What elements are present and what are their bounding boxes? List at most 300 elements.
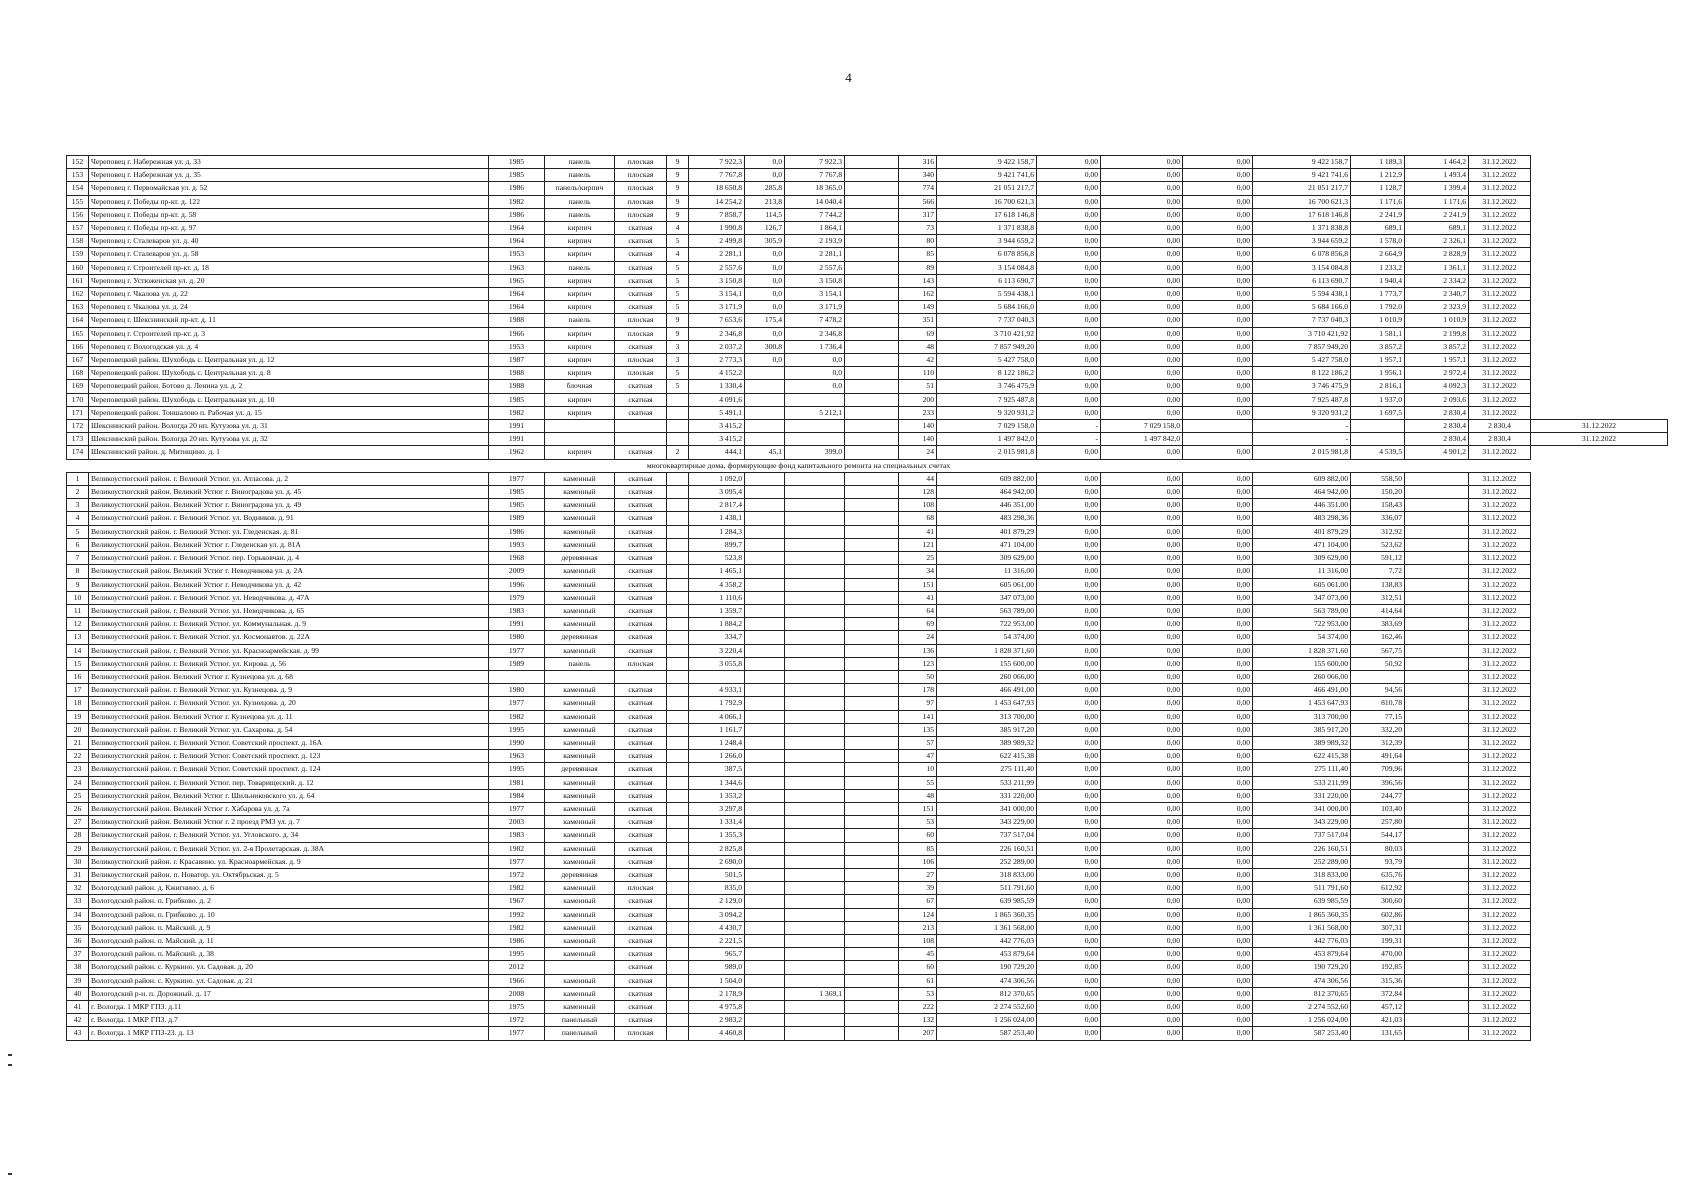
table-cell: 1989 — [489, 512, 545, 525]
table-cell: 387,5 — [689, 763, 745, 776]
table-cell: 1 940,4 — [1351, 274, 1405, 287]
table-cell: Череповец г. Устюженская ул. д. 20 — [89, 274, 489, 287]
table-cell — [845, 512, 899, 525]
table-cell: скатная — [615, 486, 667, 499]
table-cell: 24 — [899, 446, 937, 459]
table-cell — [1405, 987, 1469, 1000]
table-cell: 31.12.2022 — [1469, 248, 1531, 261]
table-cell — [667, 433, 689, 446]
table-cell: 7 767,8 — [689, 169, 745, 182]
table-cell — [745, 934, 785, 947]
table-cell: 5 427 758,0 — [937, 354, 1037, 367]
table-cell — [845, 763, 899, 776]
table-cell: 1996 — [489, 578, 545, 591]
table-cell: 1992 — [489, 908, 545, 921]
table-cell: 396,56 — [1351, 776, 1405, 789]
table-cell: 31 — [67, 868, 89, 881]
table-cell: кирпич — [545, 367, 615, 380]
table-cell: 31.12.2022 — [1469, 802, 1531, 815]
table-cell: 121 — [899, 538, 937, 551]
table-cell: 1 248,4 — [689, 736, 745, 749]
table-cell — [845, 776, 899, 789]
table-cell: 31.12.2022 — [1469, 222, 1531, 235]
table-row — [67, 789, 1668, 802]
table-cell: 48 — [899, 340, 937, 353]
table-cell: 457,12 — [1351, 1001, 1405, 1014]
table-cell: 444,1 — [689, 446, 745, 459]
table-cell: 340 — [899, 169, 937, 182]
table-cell: 199,31 — [1351, 934, 1405, 947]
table-cell: 1988 — [489, 314, 545, 327]
table-cell: 15 — [67, 657, 89, 670]
table-cell: каменный — [545, 618, 615, 631]
table-cell: 3 746 475,9 — [1253, 380, 1351, 393]
table-cell: 2 326,1 — [1405, 235, 1469, 248]
table-cell: каменный — [545, 684, 615, 697]
table-cell: 0,00 — [1101, 604, 1183, 617]
table-cell: 722 953,00 — [937, 618, 1037, 631]
table-cell — [845, 314, 899, 327]
table-cell: 9 — [667, 182, 689, 195]
table-cell: 31.12.2022 — [1469, 354, 1531, 367]
table-cell — [745, 710, 785, 723]
table-cell: 2 830,4 — [1405, 433, 1469, 446]
table-cell — [845, 829, 899, 842]
table-cell: 31.12.2022 — [1469, 301, 1531, 314]
table-cell: 31.12.2022 — [1469, 763, 1531, 776]
table-cell: 0,00 — [1037, 829, 1101, 842]
table-cell: 0,00 — [1037, 868, 1101, 881]
table-cell: 190 729,20 — [1253, 961, 1351, 974]
table-cell: 0,00 — [1183, 882, 1253, 895]
table-cell: 57 — [899, 736, 937, 749]
table-cell — [545, 420, 615, 433]
table-cell: 0,00 — [1101, 618, 1183, 631]
table-row — [67, 618, 1668, 631]
table-cell: 2 830,4 — [1405, 406, 1469, 419]
table-cell: 2 281,1 — [785, 248, 845, 261]
table-cell: 9 421 741,6 — [1253, 169, 1351, 182]
table-cell: 26 — [67, 802, 89, 815]
table-cell — [785, 921, 845, 934]
table-cell: 0,00 — [1183, 578, 1253, 591]
table-cell: 89 — [899, 261, 937, 274]
table-cell — [845, 552, 899, 565]
table-cell: 33 — [67, 895, 89, 908]
table-cell: скатная — [615, 538, 667, 551]
table-cell: 4 539,5 — [1351, 446, 1405, 459]
table-cell: скатная — [615, 380, 667, 393]
table-cell: 0,00 — [1037, 763, 1101, 776]
table-cell: 0,00 — [1183, 948, 1253, 961]
table-cell: 511 791,60 — [1253, 882, 1351, 895]
table-row — [67, 565, 1668, 578]
table-cell: 41 — [899, 525, 937, 538]
table-row — [67, 802, 1668, 815]
table-cell: 0,00 — [1037, 816, 1101, 829]
table-cell — [785, 512, 845, 525]
table-cell — [667, 420, 689, 433]
table-cell: 0,00 — [1037, 578, 1101, 591]
table-cell: 1 361,1 — [1405, 261, 1469, 274]
table-cell — [1351, 433, 1405, 446]
table-cell: 1 353,2 — [689, 789, 745, 802]
table-cell — [785, 736, 845, 749]
table-cell: 31.12.2022 — [1469, 657, 1531, 670]
table-cell — [1405, 750, 1469, 763]
table-cell: 0,00 — [1101, 354, 1183, 367]
table-cell: 17 618 146,8 — [1253, 208, 1351, 221]
table-cell: 24 — [899, 631, 937, 644]
table-cell — [845, 486, 899, 499]
table-cell: 899,7 — [689, 538, 745, 551]
table-row — [67, 604, 1668, 617]
table-cell: Череповец г. Строителей пр-кт. д. 18 — [89, 261, 489, 274]
table-cell: 50,92 — [1351, 657, 1405, 670]
table-cell: 18 365,0 — [785, 182, 845, 195]
table-cell — [745, 565, 785, 578]
table-cell: 3 857,2 — [1405, 340, 1469, 353]
table-cell — [745, 789, 785, 802]
table-cell: 0,00 — [1101, 380, 1183, 393]
table-cell: скатная — [615, 631, 667, 644]
margin-mark — [8, 1173, 12, 1175]
table-cell: 126,7 — [745, 222, 785, 235]
table-cell: Череповецкий район. Шухободь с. Центральная ул. д. 8 — [89, 367, 489, 380]
table-cell: 0,00 — [1101, 934, 1183, 947]
table-cell: 50 — [899, 670, 937, 683]
table-cell: 0,00 — [1101, 697, 1183, 710]
table-cell: 2 015 981,8 — [1253, 446, 1351, 459]
table-cell: Великоустюгский район. г. Красавино. ул. Красноармейская. д. 9 — [89, 855, 489, 868]
table-cell: 18 650,8 — [689, 182, 745, 195]
table-cell: 0,00 — [1183, 697, 1253, 710]
table-cell: 14 040,4 — [785, 195, 845, 208]
table-cell — [845, 525, 899, 538]
table-cell: 16 700 621,3 — [937, 195, 1037, 208]
table-cell — [615, 420, 667, 433]
table-cell — [845, 657, 899, 670]
table-cell: 0,00 — [1037, 208, 1101, 221]
table-cell: 313 700,00 — [937, 710, 1037, 723]
table-cell — [785, 723, 845, 736]
table-cell — [745, 868, 785, 881]
table-cell: 1977 — [489, 472, 545, 485]
table-cell: 0,00 — [1101, 961, 1183, 974]
table-row — [67, 393, 1668, 406]
table-cell — [667, 670, 689, 683]
table-cell: 31.12.2022 — [1469, 895, 1531, 908]
table-cell: 312,39 — [1351, 736, 1405, 749]
table-cell: Череповецкий район. Шухободь с. Центральная ул. д. 10 — [89, 393, 489, 406]
table-cell: 2 825,8 — [689, 842, 745, 855]
table-cell: 0,0 — [785, 380, 845, 393]
table-cell: 42 — [899, 354, 937, 367]
table-cell: скатная — [615, 948, 667, 961]
table-cell: 110 — [899, 367, 937, 380]
table-cell: Великоустюгский район. Великий Устюг г. Хабарова ул. д. 7а — [89, 802, 489, 815]
table-cell: Великоустюгский район. г. Великий Устюг. ул. Кузнецова. д. 20 — [89, 697, 489, 710]
table-cell: кирпич — [545, 446, 615, 459]
table-cell: 260 066,00 — [937, 670, 1037, 683]
table-cell — [785, 472, 845, 485]
table-cell: 275 111,40 — [937, 763, 1037, 776]
table-cell: 31.12.2022 — [1469, 644, 1531, 657]
table-cell: 622 415,38 — [937, 750, 1037, 763]
table-cell — [745, 816, 785, 829]
table-cell: 7 857 949,20 — [1253, 340, 1351, 353]
table-cell: 31.12.2022 — [1469, 736, 1531, 749]
table-cell: 389 989,32 — [937, 736, 1037, 749]
table-cell: каменный — [545, 710, 615, 723]
table-cell — [667, 604, 689, 617]
table-cell: 108 — [899, 499, 937, 512]
table-cell: 0,0 — [785, 367, 845, 380]
table-cell: 31.12.2022 — [1469, 723, 1531, 736]
table-cell: 31.12.2022 — [1469, 182, 1531, 195]
table-cell — [785, 538, 845, 551]
table-cell: 80 — [899, 235, 937, 248]
table-cell: 2 241,9 — [1405, 208, 1469, 221]
table-cell: 7 767,8 — [785, 169, 845, 182]
table-cell — [845, 802, 899, 815]
table-cell: 31.12.2022 — [1531, 420, 1668, 433]
table-cell: 1 355,3 — [689, 829, 745, 842]
table-cell: плоская — [615, 208, 667, 221]
table-cell: 0,00 — [1037, 222, 1101, 235]
margin-mark — [8, 1064, 12, 1066]
table-row — [67, 261, 1668, 274]
table-cell: 51 — [899, 380, 937, 393]
table-cell: 31.12.2022 — [1469, 156, 1531, 169]
table-cell: деревянная — [545, 763, 615, 776]
table-cell: 31.12.2022 — [1469, 697, 1531, 710]
table-cell: 307,31 — [1351, 921, 1405, 934]
table-cell: 4 — [67, 512, 89, 525]
table-cell — [667, 1014, 689, 1027]
table-row — [67, 499, 1668, 512]
table-cell: скатная — [615, 288, 667, 301]
table-cell: 54 374,00 — [1253, 631, 1351, 644]
table-cell: кирпич — [545, 301, 615, 314]
table-cell: 0,00 — [1101, 499, 1183, 512]
table-cell — [667, 525, 689, 538]
table-cell: 0,00 — [1037, 235, 1101, 248]
table-cell: 1968 — [489, 552, 545, 565]
table-cell: 1980 — [489, 631, 545, 644]
table-cell — [667, 763, 689, 776]
table-cell: 401 879,29 — [1253, 525, 1351, 538]
table-cell: 1964 — [489, 301, 545, 314]
table-cell: Череповецкий район. Ботово д. Ленина ул. д. 2 — [89, 380, 489, 393]
table-row — [67, 736, 1668, 749]
table-cell — [1405, 776, 1469, 789]
table-cell: кирпич — [545, 288, 615, 301]
table-cell: 1972 — [489, 868, 545, 881]
table-cell: 351 — [899, 314, 937, 327]
table-cell: 34 — [899, 565, 937, 578]
table-row — [67, 538, 1668, 551]
table-cell: 2 274 552,60 — [937, 1001, 1037, 1014]
table-cell: 31.12.2022 — [1469, 274, 1531, 287]
table-cell: 1985 — [489, 499, 545, 512]
table-cell — [845, 1001, 899, 1014]
table-cell: скатная — [615, 736, 667, 749]
table-cell — [845, 248, 899, 261]
table-cell: 136 — [899, 644, 937, 657]
table-cell: 2 199,8 — [1405, 327, 1469, 340]
table-cell: 309 629,00 — [1253, 552, 1351, 565]
table-cell: 3 154,1 — [689, 288, 745, 301]
table-cell: каменный — [545, 604, 615, 617]
table-cell: 331 220,00 — [937, 789, 1037, 802]
table-cell: - — [1037, 433, 1101, 446]
table-cell: 0,00 — [1101, 670, 1183, 683]
table-cell: 0,00 — [1037, 697, 1101, 710]
table-cell: 31.12.2022 — [1469, 855, 1531, 868]
table-cell — [745, 618, 785, 631]
table-cell: 563 789,00 — [937, 604, 1037, 617]
table-cell: 3 095,4 — [689, 486, 745, 499]
table-cell: - — [1037, 420, 1101, 433]
table-cell: 4 — [667, 222, 689, 235]
table-cell — [667, 1001, 689, 1014]
table-cell — [1405, 657, 1469, 670]
table-cell: 1966 — [489, 327, 545, 340]
table-cell: 315,36 — [1351, 974, 1405, 987]
table-cell: Великоустюгский район. Великий Устюг г. Гледенская ул. д. 81А — [89, 538, 489, 551]
table-cell: скатная — [615, 222, 667, 235]
table-cell — [785, 895, 845, 908]
table-cell: 4 460,8 — [689, 1027, 745, 1040]
table-cell — [845, 195, 899, 208]
section-header-row — [67, 459, 1668, 472]
table-cell: каменный — [545, 882, 615, 895]
table-cell: панель — [545, 314, 615, 327]
table-cell: 1 865 360,35 — [937, 908, 1037, 921]
table-cell — [845, 274, 899, 287]
table-cell — [745, 750, 785, 763]
table-cell: 1 092,0 — [689, 472, 745, 485]
table-cell: 0,0 — [745, 156, 785, 169]
table-cell: 1 497 842,0 — [937, 433, 1037, 446]
table-cell: 0,00 — [1183, 657, 1253, 670]
table-cell: 1981 — [489, 776, 545, 789]
table-cell — [1405, 882, 1469, 895]
table-cell: 0,00 — [1183, 314, 1253, 327]
table-cell: 31.12.2022 — [1469, 406, 1531, 419]
table-cell: 0,0 — [745, 301, 785, 314]
table-cell: плоская — [615, 354, 667, 367]
table-cell: 2 274 552,60 — [1253, 1001, 1351, 1014]
table-cell: 1 010,9 — [1405, 314, 1469, 327]
table-cell: 1 865 360,35 — [1253, 908, 1351, 921]
table-cell: Вологодский район. с. Куркино. ул. Садовая. д. 21 — [89, 974, 489, 987]
table-cell: Череповец г. Чкалова ул. д. 22 — [89, 288, 489, 301]
table-cell: 0,00 — [1037, 591, 1101, 604]
table-cell: 108 — [899, 934, 937, 947]
table-cell: 0,00 — [1101, 921, 1183, 934]
table-cell: 0,00 — [1101, 327, 1183, 340]
table-cell: 1 189,3 — [1351, 156, 1405, 169]
table-cell — [785, 486, 845, 499]
table-cell: 1 — [67, 472, 89, 485]
table-cell — [1405, 842, 1469, 855]
table-cell — [785, 934, 845, 947]
table-cell: 312,92 — [1351, 525, 1405, 538]
table-cell: 0,00 — [1101, 855, 1183, 868]
table-cell: Великоустюгский район. Великий Устюг г. Виноградова ул. д. 45 — [89, 486, 489, 499]
table-cell — [667, 631, 689, 644]
table-cell: 1982 — [489, 882, 545, 895]
table-cell — [845, 499, 899, 512]
table-cell: 7 925 487,8 — [1253, 393, 1351, 406]
table-cell: 128 — [899, 486, 937, 499]
table-cell: 7 922,3 — [785, 156, 845, 169]
table-cell — [845, 895, 899, 908]
table-cell: 0,00 — [1101, 538, 1183, 551]
table-cell: 7 653,6 — [689, 314, 745, 327]
table-cell: 446 351,00 — [937, 499, 1037, 512]
table-cell: Череповец г. Победы пр-кт. д. 122 — [89, 195, 489, 208]
table-cell: 1964 — [489, 288, 545, 301]
table-cell — [745, 631, 785, 644]
table-cell — [667, 789, 689, 802]
table-cell: 31.12.2022 — [1469, 908, 1531, 921]
table-cell — [745, 420, 785, 433]
table-cell: 5 — [667, 261, 689, 274]
table-cell: скатная — [615, 816, 667, 829]
table-cell — [1405, 670, 1469, 683]
table-cell: 64 — [899, 604, 937, 617]
table-cell — [745, 433, 785, 446]
table-cell — [785, 776, 845, 789]
table-cell: 31.12.2022 — [1469, 670, 1531, 683]
table-cell: 1 864,1 — [785, 222, 845, 235]
table-cell: Великоустюгский район. г. Великий Устюг. пер. Товарищеский. д. 12 — [89, 776, 489, 789]
table-cell: 31.12.2022 — [1469, 208, 1531, 221]
table-cell: 3 710 421,92 — [1253, 327, 1351, 340]
table-cell: 1991 — [489, 618, 545, 631]
table-cell: 6 — [67, 538, 89, 551]
table-cell: 2 817,4 — [689, 499, 745, 512]
table-cell: 31.12.2022 — [1469, 486, 1531, 499]
table-cell: плоская — [615, 1027, 667, 1040]
table-cell: 3 — [67, 499, 89, 512]
table-cell: Великоустюгский район. г. Великий Устюг. ул. Атласова. д. 2 — [89, 472, 489, 485]
table-cell: каменный — [545, 565, 615, 578]
table-cell: 0,00 — [1037, 367, 1101, 380]
table-cell: 124 — [899, 908, 937, 921]
table-cell: 9 — [667, 208, 689, 221]
table-cell: 0,00 — [1101, 393, 1183, 406]
table-cell: 3 154 084,8 — [937, 261, 1037, 274]
table-row — [67, 934, 1668, 947]
table-cell: 34 — [67, 908, 89, 921]
table-cell: 31.12.2022 — [1469, 974, 1531, 987]
table-cell — [667, 908, 689, 921]
table-cell: плоская — [615, 195, 667, 208]
table-cell — [1405, 1027, 1469, 1040]
table-cell: 3 150,8 — [689, 274, 745, 287]
table-cell — [745, 499, 785, 512]
table-cell — [845, 208, 899, 221]
table-cell: 1995 — [489, 723, 545, 736]
table-cell: 0,00 — [1183, 974, 1253, 987]
table-cell: 39 — [67, 974, 89, 987]
table-cell: 3 171,9 — [785, 301, 845, 314]
table-row — [67, 354, 1668, 367]
